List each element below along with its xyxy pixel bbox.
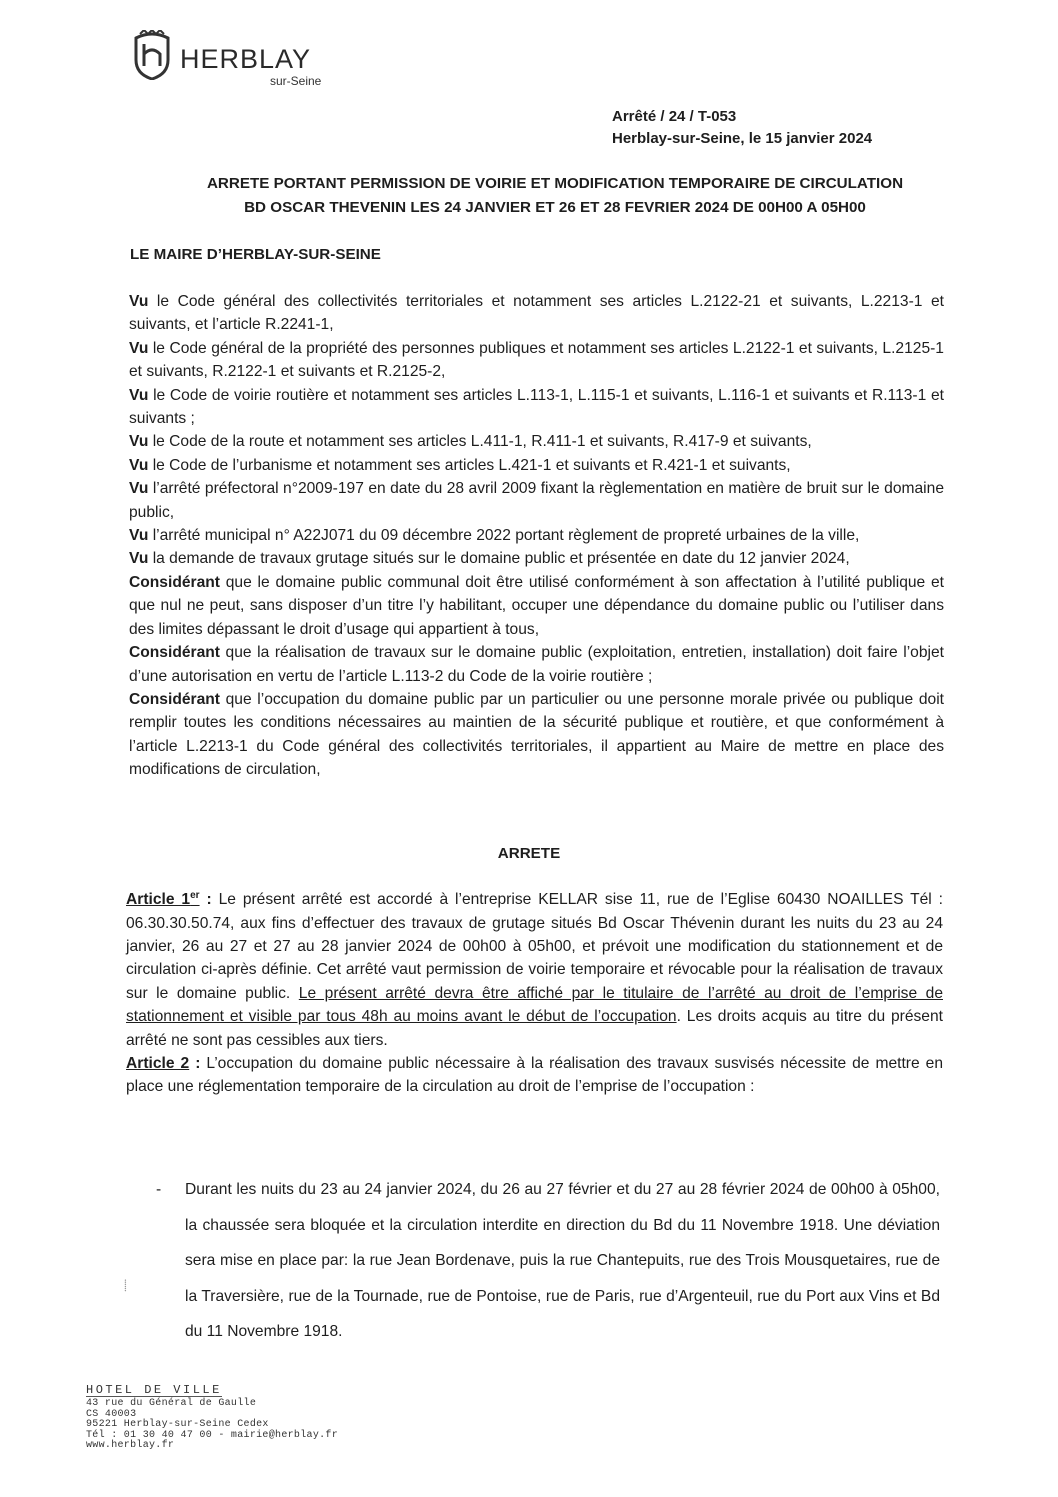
visa-lead: Vu [129, 456, 149, 474]
place-date: Herblay-sur-Seine, le 15 janvier 2024 [612, 130, 873, 147]
article-1-text-end: . Les droits acquis au titre du présent arrêté ne sont pas cessibles aux tiers. [126, 1008, 943, 1049]
article-1-underlined: Le présent arrêté devra être affiché par le titulaire de l’arrêté au droit de l’emprise de stationnement et visible par tous 48h au moins avant le début de l’occupation [126, 984, 943, 1026]
arrete-heading: ARRETE [497, 845, 561, 862]
article-2 [126, 1052, 943, 1099]
article-1-label: Article 1er [126, 890, 200, 909]
article-2-text: L’occupation du domaine public nécessaire à la réalisation des travaux susvisés nécessite de mettre en place une réglementation temporaire de la circulation au droit de l’emprise de l’occupation : [126, 1055, 943, 1096]
bullet-text: Durant les nuits du 23 au 24 janvier 2024, du 26 au 27 février et du 27 au 28 février 2024 de 00h00 à 05h00, la chaussée sera bloquée et la circulation interdite en direction du Bd du 11 Novembre 1918. Une déviation sera mise en place par: la rue Jean Bordenave, puis la rue Chantepuits, rue des Trois Mousquetaires, rue de la Traversière, rue de la Tournade, rue de Pontoise, rue de Paris, rue d’Argenteuil, rue du Port aux Vins et Bd du 11 Novembre 1918. [185, 1181, 940, 1341]
visa-item [129, 384, 944, 431]
footer-line: www.herblay.fr [86, 1440, 175, 1452]
visa-lead: Vu [129, 339, 149, 357]
visa-item [129, 524, 944, 547]
article-1-text: Le présent arrêté est accordé à l’entreprise KELLAR sise 11, rue de l’Eglise 60430 NOAILLES Tél : 06.30.30.50.74, aux fins d’effectuer des travaux de grutage situés Bd Oscar Thévenin durant les nuits du 23 au 24 janvier, 26 au 27 et 27 au 28 janvier 2024 de 00h00 à 05h00, et prévoit une modification du stationnement et de circulation ci-après définie. Cet arrêté vaut permission de voirie temporaire et révocable pour la réalisation de travaux sur le domaine public. [126, 891, 944, 1002]
visa-lead: Vu [129, 527, 149, 545]
article-2-colon: : [189, 1055, 201, 1073]
footer-address [86, 1385, 406, 1451]
considerant-item [129, 571, 944, 641]
considerant-text: que la réalisation de travaux sur le domaine public (exploitation, entretien, installation) doit faire l’objet d’une autorisation en vertu de l’article L.113-2 du Code de la voirie routière ; [129, 644, 944, 685]
visa-text: l’arrêté préfectoral n°2009-197 en date du 28 avril 2009 fixant la règlementation en matière de bruit sur le domaine public, [129, 480, 944, 521]
visa-text: le Code de l’urbanisme et notamment ses articles L.421-1 et suivants et R.421-1 et suivants, [148, 456, 791, 474]
visa-text: le Code général des collectivités territoriales et notamment ses articles L.2122-21 et suivants, L.2213-1 et suivants, et l’article R.2241-1, [129, 293, 944, 334]
visa-item [129, 290, 944, 337]
articles-section [126, 884, 943, 1099]
title-line-2: BD OSCAR THEVENIN LES 24 JANVIER ET 26 ET 28 FEVRIER 2024 DE 00H00 A 05H00 [244, 199, 866, 216]
visa-item [129, 477, 944, 524]
article-2-label: Article 2 [126, 1055, 190, 1073]
considerant-text: que l’occupation du domaine public par un particulier ou une personne morale privée ou publique doit remplir toutes les conditions nécessaires au maintien de la sécurité publique et routière, et que conformément à l’article L.2213-1 du Code général des collectivités territoriales, il appartient au Maire de mettre en place des modifications de circulation, [129, 690, 944, 779]
article-1-colon: : [199, 891, 212, 909]
footer-line: 95221 Herblay-sur-Seine Cedex [86, 1419, 269, 1431]
considerant-lead: Considérant [129, 573, 220, 591]
visa-item [129, 430, 944, 453]
visa-text: le Code de la route et notamment ses articles L.411-1, R.411-1 et suivants, R.417-9 et suivants, [148, 433, 812, 451]
scan-mark: ⸽ [124, 1280, 127, 1292]
footer-line: 43 rue du Général de Gaulle [86, 1398, 257, 1410]
footer-line: Tél : 01 30 40 47 00 - mairie@herblay.fr [86, 1429, 339, 1441]
footer-line: CS 40003 [86, 1408, 137, 1420]
visa-text: le Code général de la propriété des personnes publiques et notamment ses articles L.2122-1 et suivants, L.2125-1 et suivants, R.2122-1 et suivants et R.2125-2, [129, 339, 944, 381]
visa-lead: Vu [129, 480, 149, 498]
bullet-dash: - [156, 1181, 162, 1198]
considerant-lead: Considérant [129, 690, 220, 708]
article-1 [126, 884, 943, 1052]
considerant-lead: Considérant [129, 644, 220, 662]
visa-item [129, 547, 944, 570]
logo-name: HERBLAY [180, 44, 312, 74]
authority-heading: LE MAIRE D’HERBLAY-SUR-SEINE [130, 246, 381, 263]
visa-text: le Code de voirie routière et notamment ses articles L.113-1, L.115-1 et suivants, L.116-1 et suivants et R.113-1 et suivants ; [129, 386, 944, 428]
arrete-number: Arrêté / 24 / T-053 [612, 108, 737, 125]
visa-text: l’arrêté municipal n° A22J071 du 09 décembre 2022 portant règlement de propreté urbaines de la ville, [148, 527, 860, 545]
visa-lead: Vu [129, 433, 149, 451]
reference-block [612, 106, 872, 150]
visa-item [129, 454, 944, 477]
visa-lead: Vu [129, 550, 149, 568]
footer-heading: HOTEL DE VILLE [86, 1383, 222, 1397]
visa-text: la demande de travaux grutage situés sur le domaine public et présentée en date du 12 janvier 2024, [148, 550, 850, 568]
visas-list [129, 290, 944, 782]
visa-lead: Vu [129, 386, 149, 404]
considerant-item [129, 641, 944, 688]
logo-subtitle: sur-Seine [270, 74, 322, 88]
considerant-text: que le domaine public communal doit être utilisé conformément à son affectation à l’utilité publique et que nul ne peut, sans disposer d’un titre l’y habilitant, occuper une dépendance du domaine public ou l’utiliser dans des limites dépassant le droit d’usage qui appartient à tous, [129, 573, 944, 638]
visa-lead: Vu [129, 293, 149, 310]
crest-icon [132, 30, 172, 80]
city-logo [128, 28, 358, 90]
document-title [90, 172, 1020, 220]
considerant-item [129, 688, 944, 782]
visa-item [129, 337, 944, 384]
title-line-1: ARRETE PORTANT PERMISSION DE VOIRIE ET MODIFICATION TEMPORAIRE DE CIRCULATION [206, 175, 904, 192]
